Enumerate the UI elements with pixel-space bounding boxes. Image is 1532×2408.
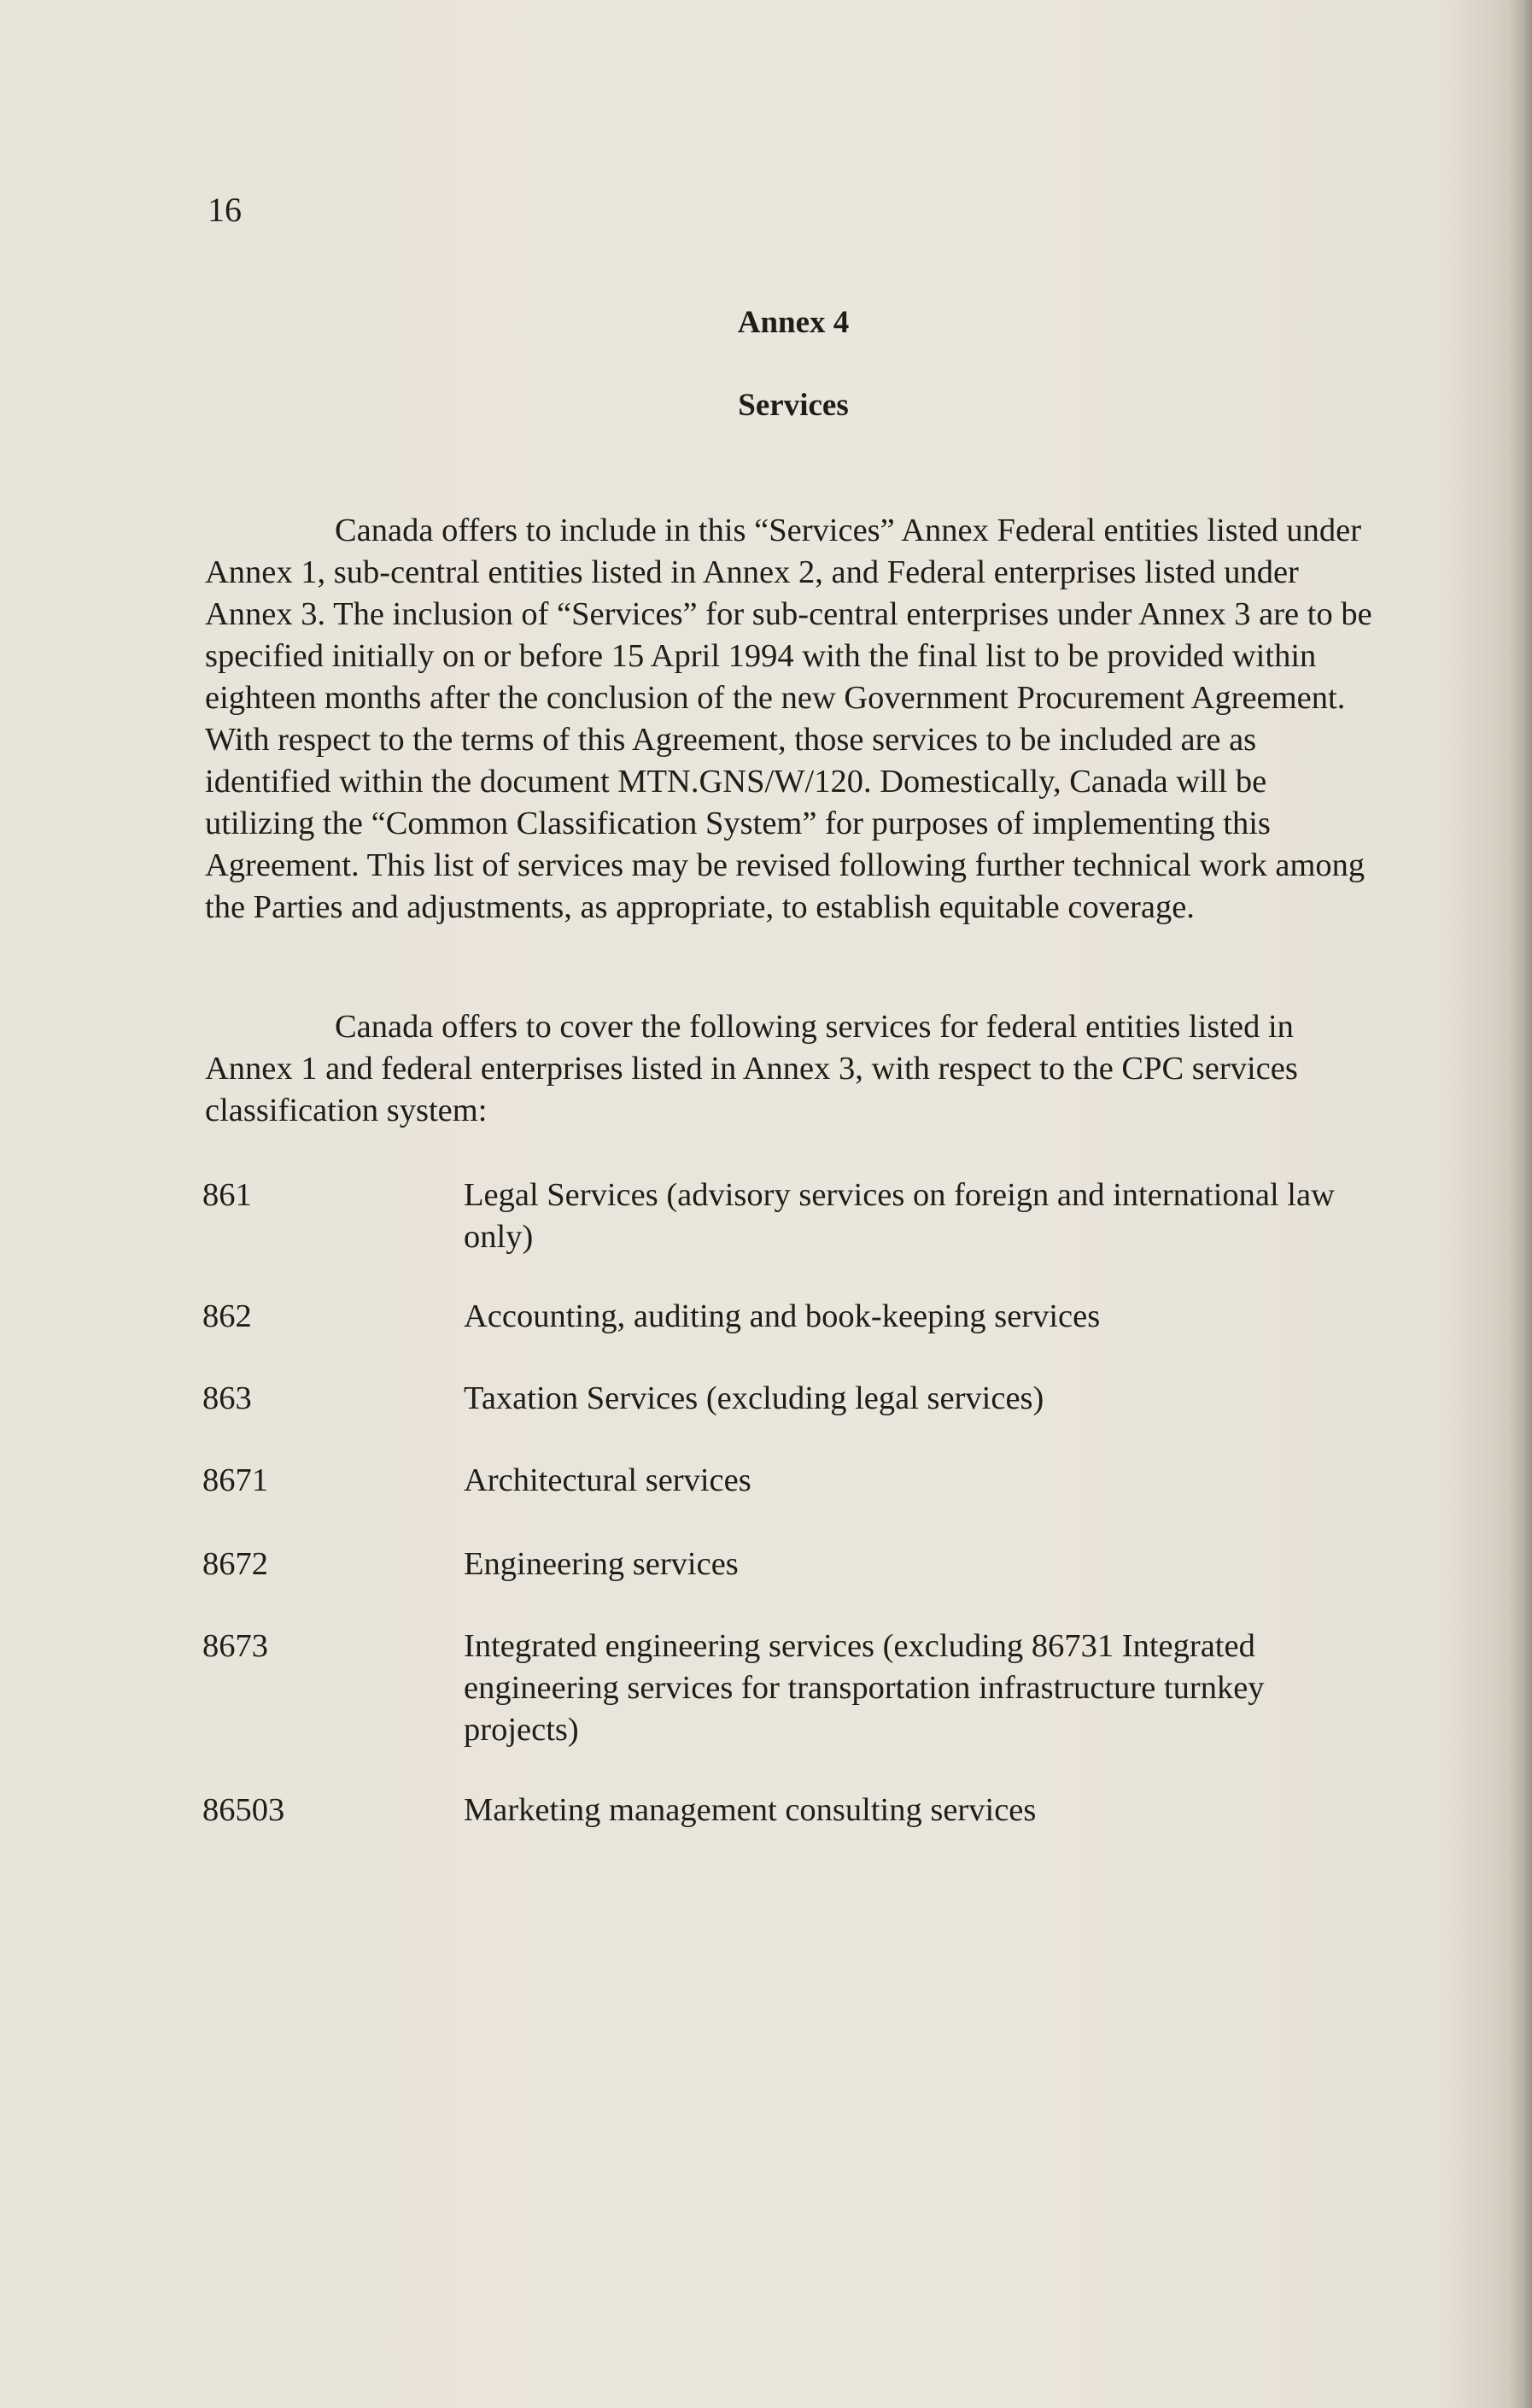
annex-title: Annex 4 xyxy=(737,305,850,340)
service-code: 863 xyxy=(202,1380,252,1416)
annex-subtitle: Services xyxy=(738,388,849,423)
service-description: Taxation Services (excluding legal services) xyxy=(464,1380,1044,1416)
service-code: 86503 xyxy=(202,1792,285,1828)
service-description: Engineering services xyxy=(464,1546,739,1582)
service-code: 8672 xyxy=(202,1546,268,1582)
service-code: 8673 xyxy=(202,1628,268,1664)
coverage-paragraph: Canada offers to cover the following services for federal entities listed in Annex 1 and federal enterprises listed in Annex 3, with respect to the CPC services classification system: xyxy=(205,1009,1298,1128)
service-code: 861 xyxy=(202,1177,252,1213)
service-code: 862 xyxy=(202,1298,252,1334)
service-code: 8671 xyxy=(202,1462,268,1498)
intro-paragraph: Canada offers to include in this “Services” Annex Federal entities listed under Annex 1, sub-central entities listed in Annex 2, and Federal enterprises listed under Annex 3. The inclusion of “Services” for sub-central enterprises under Annex 3 are to be specified initially on or before 15 April 1994 with the final list to be provided within eighteen months after the conclusion of the new Government Procurement Agreement. With respect to the terms of this Agreement, those services to be included are as identified within the document MTN.GNS/W/120. Domestically, Canada will be utilizing the “Common Classification System” for purposes of implementing this Agreement. This list of services may be revised following further technical work among the Parties and adjustments, as appropriate, to establish equitable coverage. xyxy=(205,513,1372,925)
service-description: Legal Services (advisory services on foreign and international law only) xyxy=(464,1177,1335,1255)
page-number: 16 xyxy=(208,190,242,229)
service-description: Architectural services xyxy=(464,1462,751,1498)
service-description: Integrated engineering services (excluding 86731 Integrated engineering services for transportation infrastructure turnkey projects) xyxy=(464,1628,1265,1748)
service-description: Accounting, auditing and book-keeping services xyxy=(464,1298,1101,1334)
page-edge-shadow xyxy=(1508,0,1532,2408)
service-description: Marketing management consulting services xyxy=(464,1792,1037,1828)
